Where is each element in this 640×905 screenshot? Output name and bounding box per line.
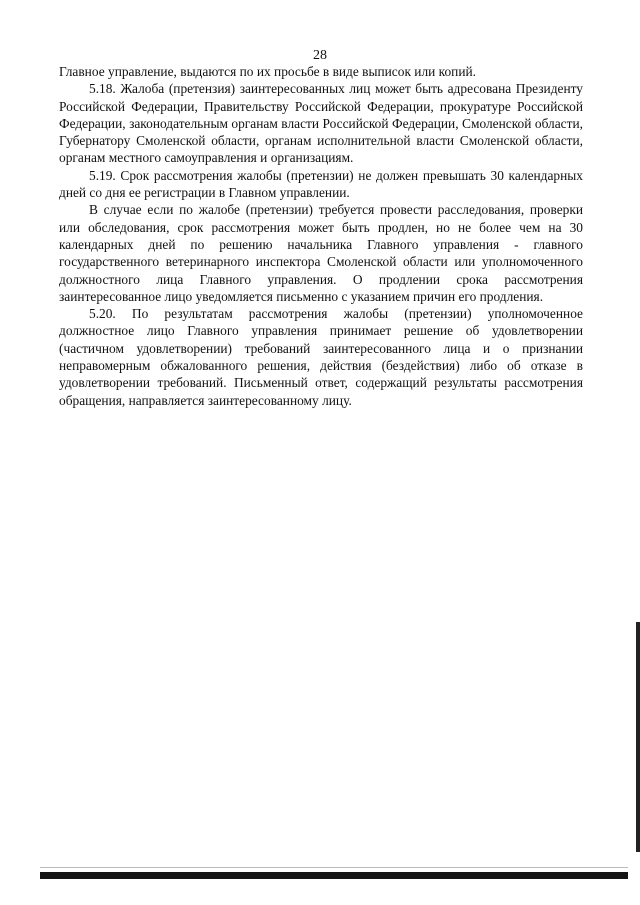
document-body bbox=[59, 63, 583, 409]
page-number: 28 bbox=[313, 48, 327, 63]
paragraph-continuation: Главное управление, выдаются по их просьбе в виде выписок или копий. bbox=[59, 64, 477, 79]
paragraph-5-18: 5.18. Жалоба (претензия) заинтересованных лиц может быть адресована Президенту Российской Федерации, Правительству Российской Федерации, прокуратуре Российской Федерации, законодательным органам власти Российской Федерации, Смоленской области, Губернатору Смоленской области, органам исполнительной власти Смоленской области, органам местного самоуправления и организациям. bbox=[59, 81, 583, 166]
paragraph-5-20: 5.20. По результатам рассмотрения жалобы (претензии) уполномоченное должностное лицо Главного управления принимает решение об удовлетворении (частичном удовлетворении) требований заинтересованного лица и о признании неправомерным обжалованного решения, действия (бездействия) либо об отказе в удовлетворении требований. Письменный ответ, содержащий результаты рассмотрения обращения, направляется заинтересованному лицу. bbox=[59, 306, 583, 408]
scan-edge-mark bbox=[636, 622, 640, 852]
scan-bottom-rule bbox=[40, 872, 628, 879]
paragraph-extension: В случае если по жалобе (претензии) требуется провести расследования, проверки или обследования, срок рассмотрения может быть продлен, но не более чем на 30 календарных дней по решению начальника Главного управления - главного государственного ветеринарного инспектора Смоленской области или уполномоченного должностного лица Главного управления. О продлении срока рассмотрения заинтересованное лицо уведомляется письменно с указанием причин его продления. bbox=[59, 202, 583, 304]
scan-shadow-line bbox=[40, 867, 628, 868]
paragraph-5-19: 5.19. Срок рассмотрения жалобы (претензии) не должен превышать 30 календарных дней со дня ее регистрации в Главном управлении. bbox=[59, 167, 583, 201]
